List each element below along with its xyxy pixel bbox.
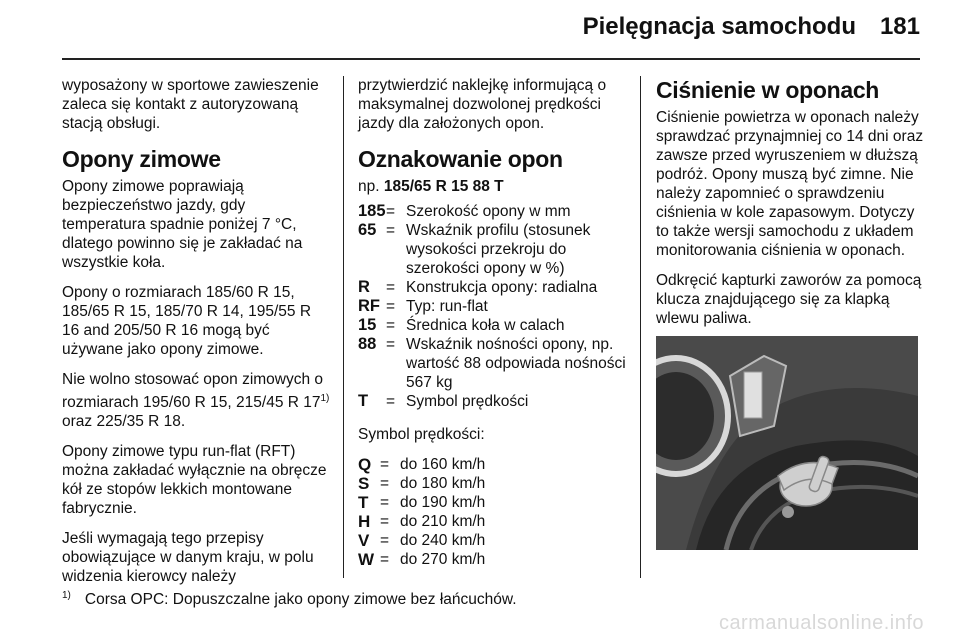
- definition-key: Q: [358, 455, 372, 474]
- definition-equals: =: [380, 494, 390, 511]
- definition-description: Typ: run-flat: [406, 298, 488, 315]
- column-2: [358, 76, 630, 583]
- definition-description: Średnica koła w calach: [406, 317, 565, 334]
- marking-definition-row: [358, 221, 630, 278]
- winter-paragraph-prohibited: [62, 370, 332, 431]
- definition-description: do 160 km/h: [400, 456, 486, 473]
- column-1: [62, 76, 332, 597]
- pressure-paragraph: Ciśnienie powietrza w oponach należy sprawdzać przynajmniej co 14 dni oraz zawsze przed wyruszeniem w dłuższą podróż. Opony muszą być zimne. Nie należy zapomnieć o sprawdzeniu ciśnienia w kole zapasowym. Dotyczy to także wersji samochodu z układem monitorowania ciśnienia w oponach.: [656, 109, 924, 259]
- definition-key: H: [358, 512, 371, 531]
- footnote-text: Corsa OPC: Dopuszczalne jako opony zimowe bez łańcuchów.: [84, 591, 517, 609]
- example-prefix: np.: [358, 178, 384, 195]
- definition-equals: =: [386, 317, 396, 334]
- definition-equals: =: [380, 513, 390, 530]
- winter-paragraph: Opony zimowe poprawiają bezpieczeństwo jazdy, gdy temperatura spadnie poniżej 7 °C, dlatego powinno się je zakładać na wszystkie koła.: [62, 178, 303, 271]
- definition-description: Wskaźnik profilu (stosunek wysokości przekroju do szerokości opony w %): [406, 222, 591, 277]
- speed-symbol-row: [358, 512, 630, 531]
- speed-symbol-label: Symbol prędkości:: [358, 426, 485, 443]
- page-number: 181: [879, 13, 920, 40]
- winter-paragraph: Opony zimowe typu run-flat (RFT) można zakładać wyłącznie na obręcze kół ze stopów lekkich montowane fabrycznie.: [62, 443, 327, 518]
- footnote: [62, 590, 517, 609]
- speed-symbol-row: [358, 550, 630, 569]
- definition-equals: =: [380, 532, 390, 549]
- marking-definition-row: [358, 297, 630, 316]
- sticker-text: przytwierdzić naklejkę informującą o maksymalnej dozwolonej prędkości jazdy dla założonych opon.: [358, 77, 607, 132]
- speed-symbols-table: [358, 455, 630, 569]
- winter-intro-text: wyposażony w sportowe zawieszenie zaleca się kontakt z autoryzowaną stacją obsługi.: [62, 77, 319, 132]
- footnote-marker: 1): [62, 590, 71, 601]
- definition-key: 88: [358, 335, 377, 353]
- tyre-pressure-heading: Ciśnienie w oponach: [656, 77, 880, 103]
- watermark: carmanualsonline.info: [718, 612, 924, 634]
- marking-definition-row: [358, 316, 630, 335]
- definition-description: Wskaźnik nośności opony, np. wartość 88 odpowiada nośności 567 kg: [406, 336, 626, 391]
- page-header: [0, 0, 960, 62]
- definition-description: Konstrukcja opony: radialna: [406, 279, 598, 296]
- definition-description: do 190 km/h: [400, 494, 486, 511]
- definition-description: do 240 km/h: [400, 532, 486, 549]
- page-title: Pielęgnacja samochodu: [582, 13, 856, 40]
- definition-key: W: [358, 550, 375, 569]
- pressure-paragraph: Odkręcić kapturki zaworów za pomocą klucza znajdującego się za klapką wlewu paliwa.: [656, 272, 922, 327]
- definition-equals: =: [386, 222, 396, 239]
- header-divider: [62, 58, 920, 60]
- marking-definition-row: [358, 392, 630, 411]
- definition-description: Symbol prędkości: [406, 393, 529, 410]
- definition-key: 185: [358, 202, 386, 220]
- marking-definition-row: [358, 278, 630, 297]
- prohibited-sizes-text-end: oraz 225/35 R 18.: [62, 413, 186, 431]
- winter-paragraph: Jeśli wymagają tego przepisy obowiązujące w danym kraju, w polu widzenia kierowcy należy: [62, 530, 314, 586]
- winter-tyres-heading: Opony zimowe: [62, 146, 221, 172]
- definition-description: do 210 km/h: [400, 513, 486, 530]
- winter-paragraph: Opony o rozmiarach 185/60 R 15, 185/65 R 15, 185/70 R 14, 195/55 R 16 and 205/50 R 16 mogą być używane jako opony zimowe.: [62, 284, 312, 358]
- definition-description: do 180 km/h: [400, 475, 486, 492]
- definition-equals: =: [386, 393, 396, 410]
- definition-description: Szerokość opony w mm: [406, 203, 571, 220]
- column-divider-2: [640, 76, 641, 578]
- definition-equals: =: [380, 551, 390, 568]
- definition-key: RF: [358, 297, 380, 315]
- marking-definition-row: [358, 335, 630, 392]
- fuel-flap-valve-cap-illustration: [656, 336, 918, 550]
- definition-key: S: [358, 474, 370, 493]
- definition-key: T: [358, 493, 369, 512]
- tyre-marking-heading: Oznakowanie opon: [358, 146, 563, 172]
- definition-equals: =: [380, 475, 390, 492]
- definition-equals: =: [386, 298, 396, 315]
- definition-equals: =: [380, 456, 390, 473]
- marking-definitions-table: [358, 202, 630, 411]
- speed-symbol-row: [358, 493, 630, 512]
- column-3: [656, 76, 928, 339]
- definition-key: V: [358, 531, 370, 550]
- speed-symbol-row: [358, 531, 630, 550]
- marking-definition-row: [358, 202, 630, 221]
- prohibited-sizes-text: Nie wolno stosować opon zimowych o rozmiarach 195/60 R 15, 215/45 R 17: [62, 371, 324, 412]
- example-code: 185/65 R 15 88 T: [383, 178, 504, 195]
- definition-key: T: [358, 392, 369, 410]
- definition-equals: =: [386, 336, 396, 353]
- definition-equals: =: [386, 203, 396, 220]
- definition-equals: =: [386, 279, 396, 296]
- definition-key: 15: [358, 316, 377, 334]
- definition-key: 65: [358, 221, 377, 239]
- definition-description: do 270 km/h: [400, 551, 486, 568]
- marking-example: [358, 177, 630, 196]
- definition-key: R: [358, 278, 370, 296]
- speed-symbol-row: [358, 455, 630, 474]
- footnote-ref[interactable]: 1): [320, 393, 330, 404]
- column-divider-1: [343, 76, 344, 578]
- speed-symbol-row: [358, 474, 630, 493]
